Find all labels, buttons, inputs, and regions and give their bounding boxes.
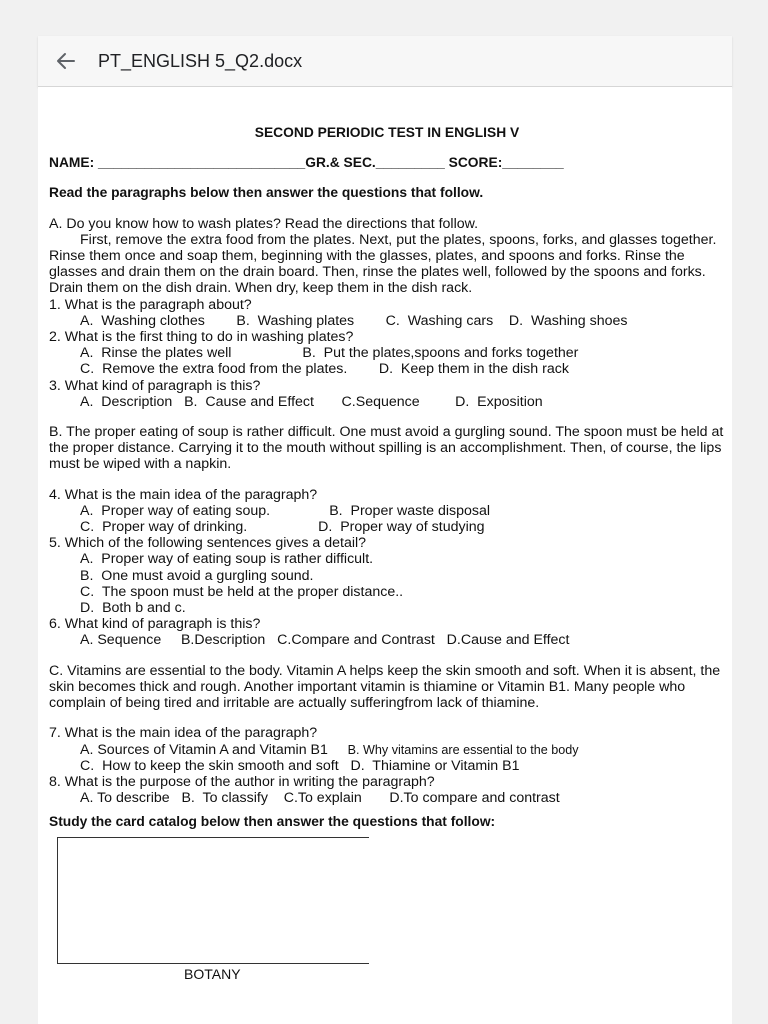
name-line: NAME: ___________________________GR.& SEC._________ SCORE:________: [49, 155, 564, 171]
top-bar: [38, 36, 732, 87]
section-c-paragraph: C. Vitamins are essential to the body. Vitamin A helps keep the skin smooth and soft. When it is absent, the skin becomes thick and rough. Another important vitamin is thiamine or Vitamin B1. Many people who complain of being tired and irritable are actually sufferingfrom lack of thiamine.: [49, 662, 721, 712]
question-3: 3. What kind of paragraph is this?: [49, 377, 261, 394]
instruction: Read the paragraphs below then answer the questions that follow.: [49, 185, 484, 201]
card-catalog-instruction: Study the card catalog below then answer the questions that follow:: [49, 814, 496, 830]
question-7: 7. What is the main idea of the paragraph?: [49, 725, 318, 742]
test-title: SECOND PERIODIC TEST IN ENGLISH V: [254, 125, 520, 140]
question-8-options: A. To describe B. To classify C.To explain D.To compare and contrast: [80, 790, 560, 807]
question-4-options-row1: A. Proper way of eating soup. B. Proper waste disposal: [80, 502, 491, 519]
question-7-option-b: B. Why vitamins are essential to the body: [347, 742, 579, 757]
question-1: 1. What is the paragraph about?: [49, 296, 252, 313]
question-2-options-row2: C. Remove the extra food from the plates. D. Keep them in the dish rack: [80, 361, 569, 378]
section-a-intro: A. Do you know how to wash plates? Read the directions that follow.: [49, 215, 479, 232]
question-5: 5. Which of the following sentences gives a detail?: [49, 535, 367, 552]
question-3-options: A. Description B. Cause and Effect C.Sequence D. Exposition: [80, 393, 543, 410]
question-1-options: A. Washing clothes B. Washing plates C. Washing cars D. Washing shoes: [80, 312, 628, 329]
document-body: [49, 125, 725, 845]
document-page[interactable]: [38, 87, 732, 1024]
question-7-option-a: A. Sources of Vitamin A and Vitamin B1: [80, 741, 348, 758]
question-5-option-a: A. Proper way of eating soup is rather difficult.: [80, 551, 374, 568]
section-a-paragraph: First, remove the extra food from the plates. Next, put the plates, spoons, forks, and glasses together. Rinse them once and soap them, beginning with the glasses, plates, and spoons and forks. Rinse the glasses and drain them on the drain board. Then, rinse the plates well, followed by the spoons and forks. Drain them on the dish drain. When dry, keep them in the dish rack.: [49, 231, 717, 297]
question-8: 8. What is the purpose of the author in writing the paragraph?: [49, 773, 435, 790]
question-4: 4. What is the main idea of the paragraph?: [49, 486, 318, 503]
question-6-options: A. Sequence B.Description C.Compare and Contrast D.Cause and Effect: [80, 632, 570, 649]
card-catalog-box: [57, 837, 369, 964]
card-catalog-label: BOTANY: [184, 966, 241, 982]
back-arrow-icon[interactable]: [54, 49, 78, 73]
question-2-options-row1: A. Rinse the plates well B. Put the plates,spoons and forks together: [80, 345, 579, 362]
question-6: 6. What kind of paragraph is this?: [49, 616, 261, 633]
question-5-option-c: C. The spoon must be held at the proper distance..: [80, 583, 404, 600]
question-5-option-b: B. One must avoid a gurgling sound.: [80, 567, 314, 584]
question-7-options-row2: C. How to keep the skin smooth and soft D. Thiamine or Vitamin B1: [80, 757, 520, 774]
question-7-options-row1: [49, 742, 725, 758]
document-title: PT_ENGLISH 5_Q2.docx: [98, 50, 303, 71]
question-2: 2. What is the first thing to do in washing plates?: [49, 329, 354, 346]
section-b-paragraph: B. The proper eating of soup is rather difficult. One must avoid a gurgling sound. The spoon must be held at the proper distance. Carrying it to the mouth without spilling is an accomplishment. Then, of course, the lips must be wiped with a napkin.: [49, 424, 724, 473]
question-5-option-d: D. Both b and c.: [80, 600, 186, 617]
question-4-options-row2: C. Proper way of drinking. D. Proper way of studying: [80, 519, 485, 536]
